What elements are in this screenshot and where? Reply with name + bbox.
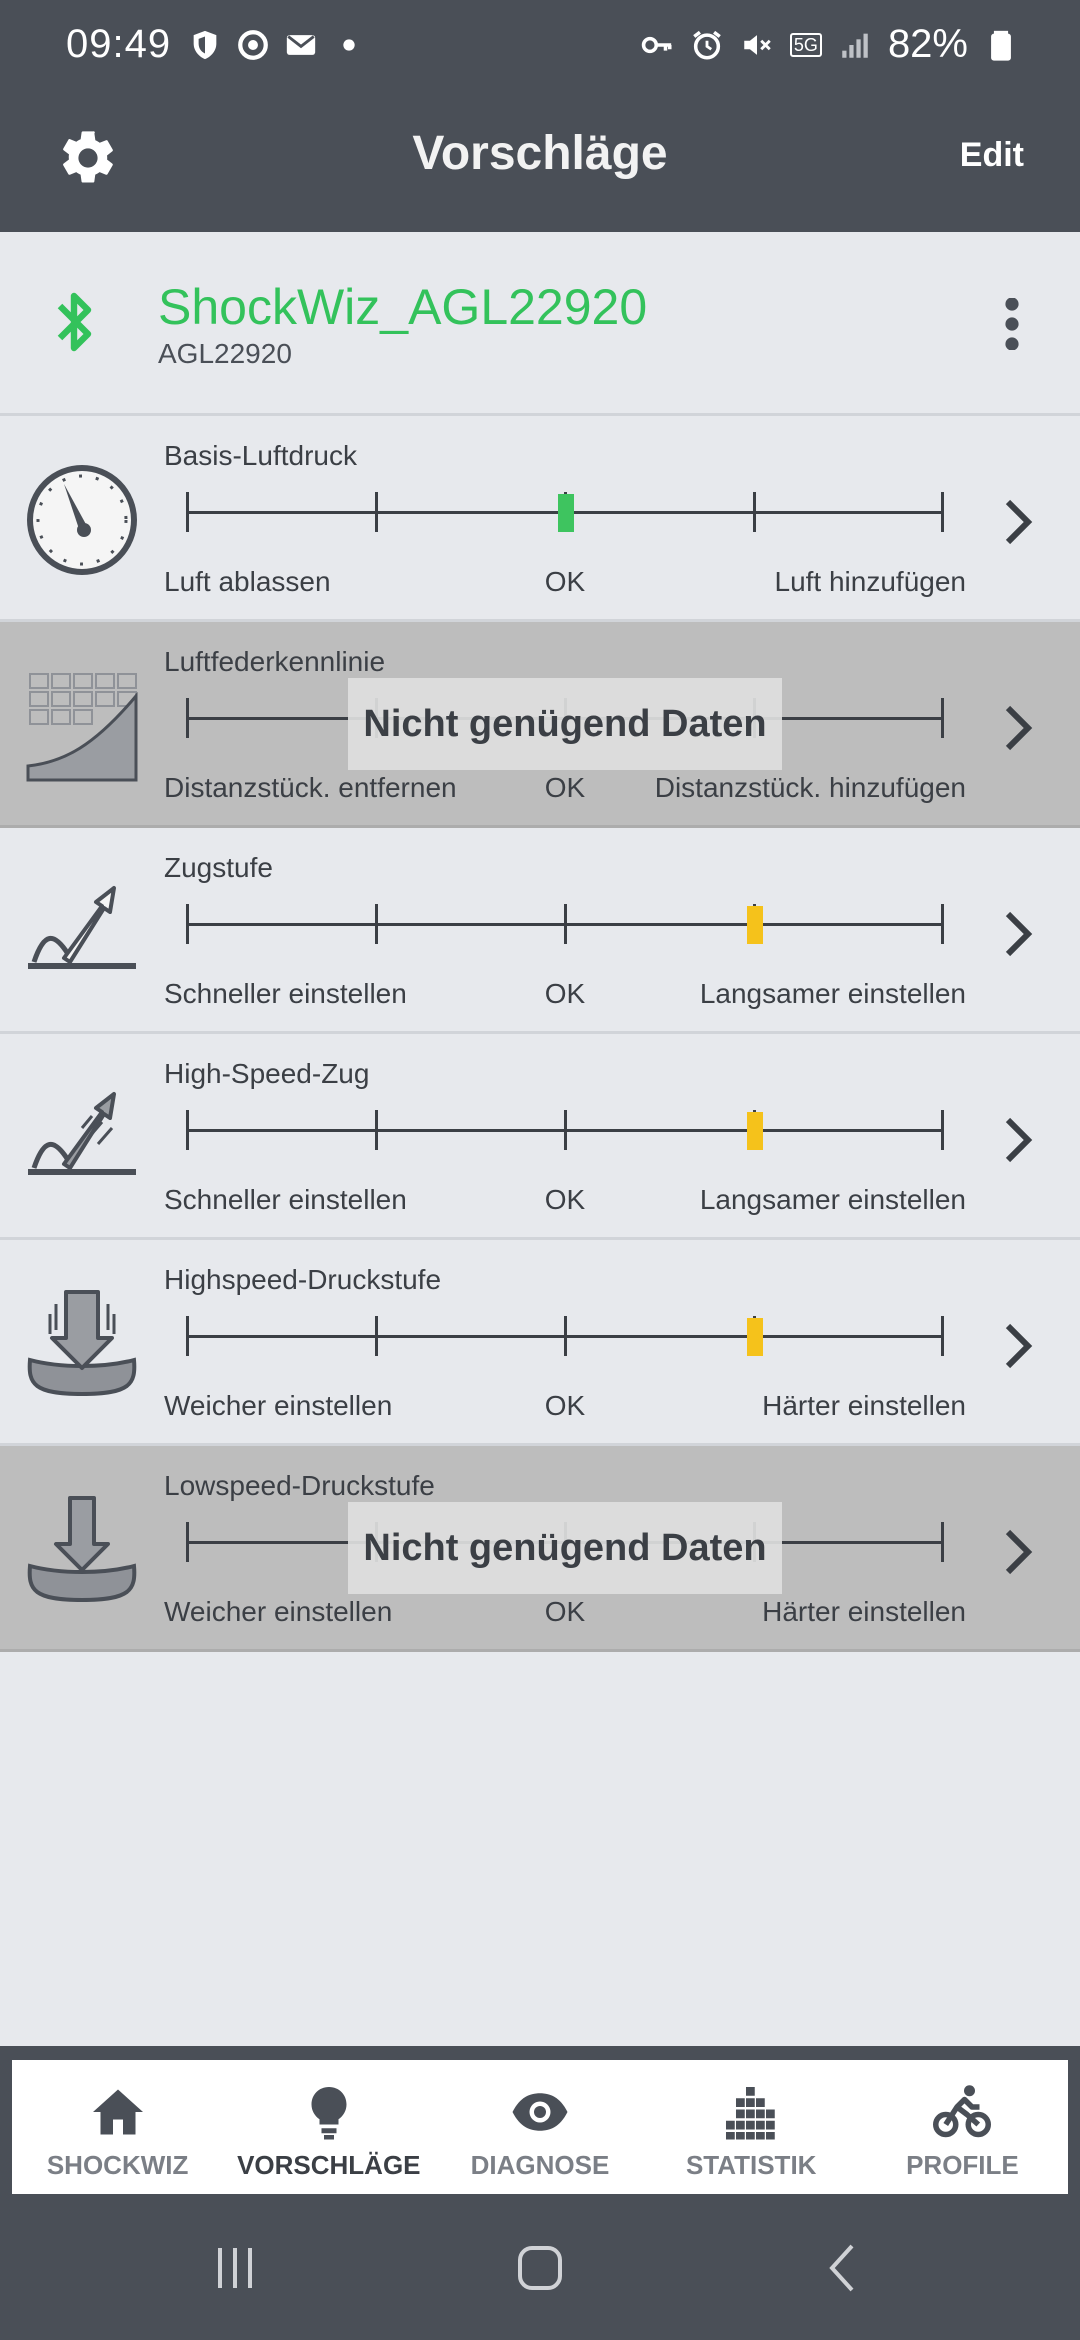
scale-tick <box>564 1316 567 1356</box>
scale-marker <box>747 906 763 944</box>
scale-label-left: Schneller einstellen <box>164 978 407 1009</box>
gauge-icon <box>24 460 140 580</box>
nav-label: STATISTIK <box>685 2150 817 2180</box>
scale-label-ok: OK <box>544 1184 586 1215</box>
chevron-right-icon <box>1000 498 1036 546</box>
back-icon[interactable] <box>808 2236 878 2300</box>
high-speed-rebound-icon <box>24 1078 140 1198</box>
nav-tab-profile[interactable] <box>857 2060 1068 2194</box>
eye-icon <box>506 2082 574 2142</box>
rebound-icon <box>24 872 140 992</box>
scale-label-left: Luft ablassen <box>164 566 331 597</box>
nav-tab-vorschlaege[interactable] <box>223 2060 434 2194</box>
row-title: Lowspeed-Druckstufe <box>164 1470 435 1501</box>
row-title: Zugstufe <box>164 852 273 883</box>
shield-icon <box>188 28 222 62</box>
scale-tick <box>186 1522 189 1562</box>
status-notification-icons <box>188 28 366 62</box>
scale-tick <box>564 904 567 944</box>
device-id: AGL22920 <box>158 338 292 369</box>
scale-label-right: Härter einstellen <box>762 1596 966 1627</box>
scale-tick <box>375 1110 378 1150</box>
suggestion-row-luftfederkennlinie[interactable] <box>0 622 1080 828</box>
vpn-key-icon <box>640 28 674 62</box>
edit-button[interactable]: Edit <box>959 136 1024 174</box>
scale-tick <box>186 904 189 944</box>
row-title: High-Speed-Zug <box>164 1058 370 1089</box>
scale-label-right: Langsamer einstellen <box>699 978 966 1009</box>
more-vert-icon[interactable] <box>1004 298 1020 350</box>
chevron-right-icon <box>1000 1528 1036 1576</box>
scale-label-ok: OK <box>544 772 586 803</box>
suggestion-row-high-speed-zug[interactable] <box>0 1034 1080 1240</box>
insufficient-data-overlay: Nicht genügend Daten <box>348 1502 782 1594</box>
system-navigation-bar <box>0 2196 1080 2340</box>
scale-label-left: Distanzstück. entfernen <box>164 772 457 803</box>
signal-icon <box>838 28 872 62</box>
home-icon <box>84 2082 152 2142</box>
scale-label-right: Härter einstellen <box>762 1390 966 1421</box>
nav-tab-shockwiz[interactable] <box>12 2060 223 2194</box>
scale-tick <box>753 492 756 532</box>
scale-tick <box>941 1316 944 1356</box>
scale-tick <box>941 1522 944 1562</box>
adjustment-scale <box>186 1316 944 1356</box>
scale-marker <box>747 1318 763 1356</box>
suggestion-row-basis-luftdruck[interactable] <box>0 416 1080 622</box>
page-title: Vorschläge <box>412 127 668 180</box>
battery-percent: 82% <box>887 22 968 66</box>
status-system-icons <box>640 22 1018 67</box>
alarm-icon <box>690 28 724 62</box>
adjustment-scale <box>186 1110 944 1150</box>
scale-label-right: Distanzstück. hinzufügen <box>654 772 966 803</box>
row-title: Basis-Luftdruck <box>164 440 357 471</box>
spring-curve-icon <box>24 666 140 786</box>
mute-icon <box>740 28 774 62</box>
scale-tick <box>375 1316 378 1356</box>
cyclist-icon <box>928 2082 996 2142</box>
nav-label: DIAGNOSE <box>470 2150 610 2180</box>
status-time: 09:49 <box>66 22 172 66</box>
bluetooth-icon <box>52 288 100 356</box>
scale-label-left: Weicher einstellen <box>164 1390 393 1421</box>
home-button-icon[interactable] <box>505 2236 575 2300</box>
lightbulb-icon <box>295 2082 363 2142</box>
scale-tick <box>941 698 944 738</box>
device-name: ShockWiz_AGL22920 <box>158 279 648 335</box>
chevron-right-icon <box>1000 1322 1036 1370</box>
scale-tick <box>375 904 378 944</box>
app-bar <box>0 90 1080 232</box>
nav-tab-statistik[interactable] <box>646 2060 857 2194</box>
scale-label-ok: OK <box>544 566 586 597</box>
nav-label: VORSCHLÄGE <box>237 2150 421 2180</box>
scale-label-ok: OK <box>544 978 586 1009</box>
dot-icon <box>332 28 366 62</box>
scale-tick <box>941 492 944 532</box>
scale-tick <box>186 698 189 738</box>
adjustment-scale <box>186 492 944 532</box>
nav-label: PROFILE <box>906 2150 1019 2180</box>
scale-label-ok: OK <box>544 1596 586 1627</box>
chevron-right-icon <box>1000 1116 1036 1164</box>
scale-tick <box>941 1110 944 1150</box>
nav-tab-diagnose[interactable] <box>434 2060 645 2194</box>
scale-marker <box>747 1112 763 1150</box>
scale-tick <box>186 1316 189 1356</box>
scale-tick <box>186 1110 189 1150</box>
bottom-navigation <box>0 2046 1080 2196</box>
row-title: Luftfederkennlinie <box>164 646 386 677</box>
low-speed-compression-icon <box>24 1490 140 1610</box>
battery-icon <box>984 28 1018 62</box>
status-bar <box>0 0 1080 90</box>
scale-label-ok: OK <box>544 1390 586 1421</box>
mail-icon <box>284 28 318 62</box>
scale-label-right: Luft hinzufügen <box>774 566 966 597</box>
chevron-right-icon <box>1000 704 1036 752</box>
suggestion-row-lowspeed-druckstufe[interactable] <box>0 1446 1080 1652</box>
row-title: Highspeed-Druckstufe <box>164 1264 442 1295</box>
sync-icon <box>236 28 270 62</box>
suggestion-row-highspeed-druckstufe[interactable] <box>0 1240 1080 1446</box>
scale-label-right: Langsamer einstellen <box>699 1184 966 1215</box>
scale-label-left: Weicher einstellen <box>164 1596 393 1627</box>
insufficient-data-overlay: Nicht genügend Daten <box>348 678 782 770</box>
recent-apps-icon[interactable] <box>200 2236 270 2300</box>
high-speed-compression-icon <box>24 1284 140 1404</box>
scale-marker <box>558 494 574 532</box>
nav-label: SHOCKWIZ <box>46 2150 189 2180</box>
scale-label-left: Schneller einstellen <box>164 1184 407 1215</box>
scale-tick <box>186 492 189 532</box>
chevron-right-icon <box>1000 910 1036 958</box>
adjustment-scale <box>186 904 944 944</box>
network-5g-icon: 5G <box>790 33 822 57</box>
statistics-icon <box>717 2082 785 2142</box>
scale-tick <box>941 904 944 944</box>
suggestion-row-zugstufe[interactable] <box>0 828 1080 1034</box>
scale-tick <box>564 1110 567 1150</box>
scale-tick <box>375 492 378 532</box>
